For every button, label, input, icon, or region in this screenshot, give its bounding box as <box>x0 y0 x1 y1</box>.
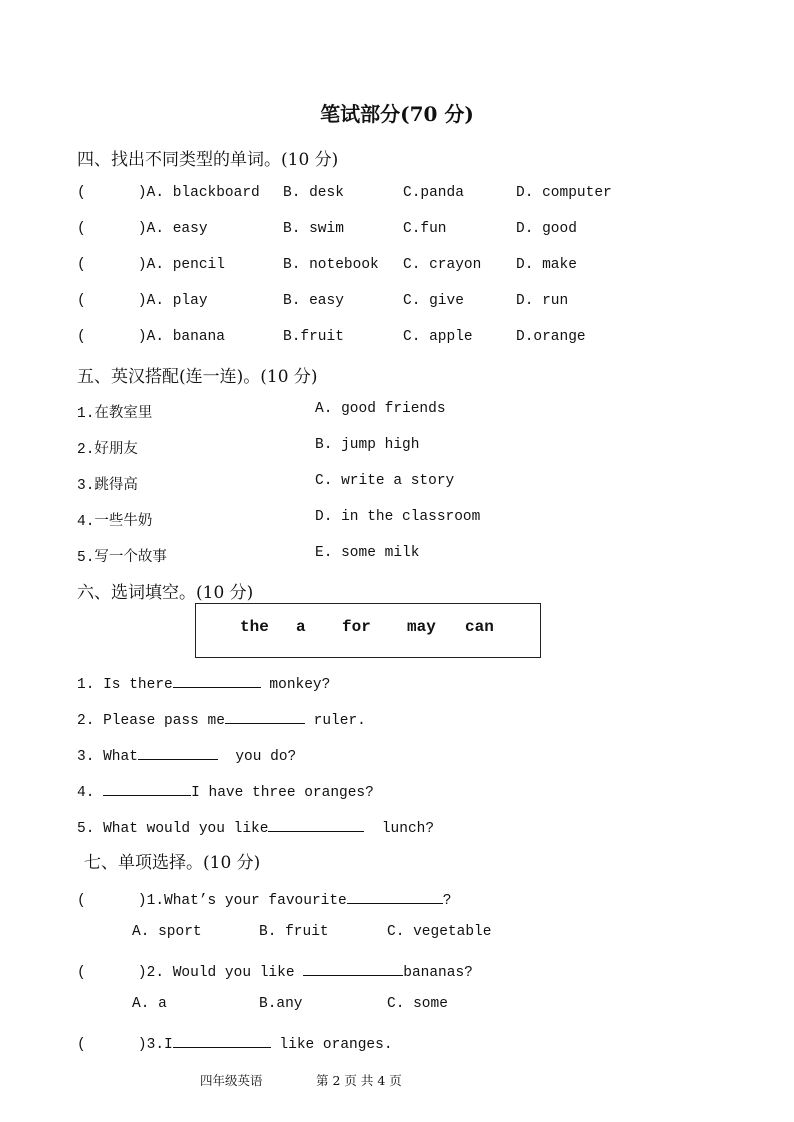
answer-blank <box>103 780 191 796</box>
match-chinese: 4.一些牛奶 <box>77 514 153 530</box>
section-4-heading: 四、找出不同类型的单词。(10 分) <box>77 150 339 170</box>
option-c: C. crayon <box>403 257 482 273</box>
question-stem: ( )3.I <box>77 1037 173 1053</box>
question-stem: ( )1.What’s your favourite <box>77 893 347 909</box>
question-stem-option-a: ( )A. play <box>77 293 208 309</box>
option-d: D. make <box>516 257 577 273</box>
option-d: D. computer <box>516 185 612 201</box>
answer-blank <box>268 816 364 832</box>
footer-page-number: 第 2 页 共 4 页 <box>316 1073 402 1088</box>
question-stem: ( )2. Would you like <box>77 965 304 981</box>
option-d: D.orange <box>516 329 586 345</box>
option-c: C. give <box>403 293 464 309</box>
word-bank-item: may <box>407 618 436 636</box>
fill-prefix: 5. What would you like <box>77 821 269 837</box>
option-b: B. desk <box>283 185 344 201</box>
option-b: B. notebook <box>283 257 379 273</box>
match-english: E. some milk <box>315 545 420 561</box>
answer-blank <box>173 672 261 688</box>
question-stem-option-a: ( )A. banana <box>77 329 225 345</box>
question-stem-option-a: ( )A. easy <box>77 221 208 237</box>
match-chinese: 3.跳得高 <box>77 478 138 494</box>
answer-blank <box>173 1032 271 1048</box>
section-6-heading: 六、选词填空。(10 分) <box>77 583 254 603</box>
question-end: bananas? <box>403 965 473 981</box>
question-stem-option-a: ( )A. blackboard <box>77 185 260 201</box>
fill-prefix: 2. Please pass me <box>77 713 225 729</box>
footer-subject: 四年级英语 <box>200 1073 263 1088</box>
option-b: B. fruit <box>259 924 329 940</box>
match-chinese: 1.在教室里 <box>77 406 153 422</box>
option-c: C. some <box>387 996 448 1012</box>
fill-prefix: 3. What <box>77 749 138 765</box>
option-c: C.panda <box>403 185 464 201</box>
option-b: B. easy <box>283 293 344 309</box>
option-c: C.fun <box>403 221 447 237</box>
option-c: C. vegetable <box>387 924 492 940</box>
question-stem-option-a: ( )A. pencil <box>77 257 225 273</box>
fill-suffix: lunch? <box>364 821 435 837</box>
page-title: 笔试部分(70 分) <box>320 102 474 126</box>
match-english: A. good friends <box>315 401 446 417</box>
fill-suffix: you do? <box>217 749 297 765</box>
fill-suffix: ruler. <box>304 713 366 729</box>
option-a: A. a <box>132 996 167 1012</box>
option-b: B. swim <box>283 221 344 237</box>
option-b: B.fruit <box>283 329 344 345</box>
word-bank-item: the <box>240 618 269 636</box>
fill-suffix: I have three oranges? <box>191 785 374 801</box>
option-d: D. run <box>516 293 569 309</box>
fill-prefix: 1. Is there <box>77 677 173 693</box>
match-english: C. write a story <box>315 473 455 489</box>
word-bank-item: can <box>465 618 494 636</box>
fill-suffix: monkey? <box>260 677 331 693</box>
answer-blank <box>225 708 305 724</box>
question-end: ? <box>442 893 452 909</box>
option-d: D. good <box>516 221 577 237</box>
match-english: D. in the classroom <box>315 509 481 525</box>
word-bank-item: a <box>296 618 306 636</box>
option-a: A. sport <box>132 924 202 940</box>
section-7-heading: 七、单项选择。(10 分) <box>84 853 261 873</box>
match-chinese: 5.写一个故事 <box>77 550 167 566</box>
word-bank-item: for <box>342 618 371 636</box>
match-chinese: 2.好朋友 <box>77 442 138 458</box>
option-b: B.any <box>259 996 303 1012</box>
fill-prefix: 4. <box>77 785 104 801</box>
section-5-heading: 五、英汉搭配(连一连)。(10 分) <box>77 367 318 387</box>
match-english: B. jump high <box>315 437 420 453</box>
question-end: like oranges. <box>270 1037 393 1053</box>
option-c: C. apple <box>403 329 473 345</box>
answer-blank <box>303 960 403 976</box>
answer-blank <box>138 744 218 760</box>
answer-blank <box>347 888 443 904</box>
word-bank-box <box>195 603 541 658</box>
